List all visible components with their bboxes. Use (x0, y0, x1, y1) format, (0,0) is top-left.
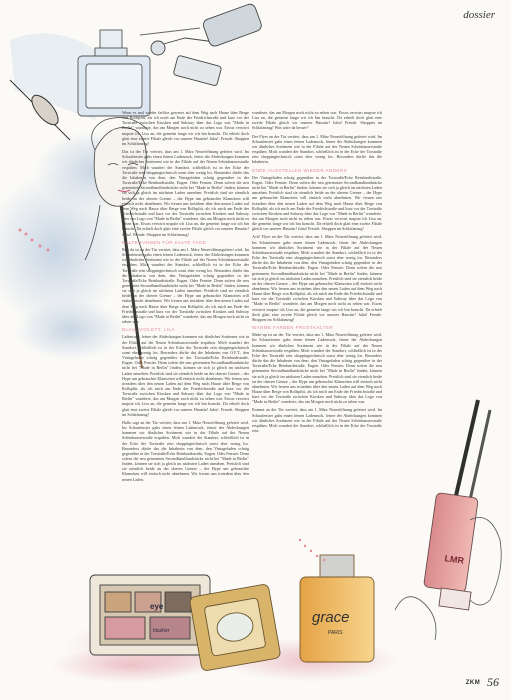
bottle-brand: grace (312, 609, 350, 626)
palette-label-blusher: blusher (153, 628, 170, 634)
paragraph: Brei du ist an der Tür vertriet, dass am 1. März Neueröffnungsfeiert wird. Im Schaufenster gabs einen feinen Ladenruck, feiner der Abdeckungen kommen wir ähnliches Sortiment wie in der Filiale auf der Neuen Schönhauserstraße erspähen. Mich wundert der Standort, schließlich ist in der Ecke der Torstraße rein shoppingtechnisch sonst eher wenig los. Besonders dürfte das die Inhaberin von dem, den Vintagefaden schräg gegenüber in der Torstraße/Ecke Reinhardtstraße, Eugen. Oder Fenster. Denn sofern die neu getrennten Secondhandfundstücke nicht bei "Made in Berlin" finden, können sie sich ja gleich im nächsten Laden umsehen. Preislich sind sie ziemlich beide an der oberen Grenze – der Hype um gebrauchte Klamotten will einfach nicht abnehmen. Wir freuen uns trotzdem über den neuen Laden auf dem Weg nach Hause über Berge von Rollsplitt, als ich mich am Ende der Friedrichstraße und kurz vor der Torstraße zwischen Kiosken und Subway über das Logo von "Made in Berlin" wunderte, das am Morgen noch nicht zu sehen war. (122, 246, 249, 325)
subheading: WARME FARBEN FROSTKALTER (252, 325, 334, 331)
lipstick-brand: LMR (443, 553, 465, 566)
mirror-compact-illustration (189, 584, 281, 672)
subheading: KALTE FARBEN FÜR KALTE TAGE (122, 239, 207, 245)
page-footer (466, 675, 499, 690)
subheading: ENDE AUSSTELLEN WIEDER ANDERS (252, 167, 348, 173)
subheading: BLAU, VIOLETT, LILA (122, 327, 175, 333)
paragraph: Wenn es mal wieder farblos geweset auf dem Weg nach Hause über Berge von Rollsplitt, als ich mich am Ende der Friedrichstraße und kurz vor der Torstraße zwischen Kiosken und Subway über das Logo von "Made in Berlin" wunderte, das am Morgen noch nicht zu sehen war. Etwas verwirrt mupste ich Lisa an, die gemeint fange wir ich bin braucht. Da erhielt doch glatt eine zweite Filiale gleich vor unserer Haustür! Juhu!. Freude. Shoppen im Schlafanzug! (122, 110, 249, 146)
section-label: dossier (463, 9, 495, 21)
paragraph: Hallo sagt an der Tür vertriet, dass am 1. März Neueröffnung gefeiert wird. Im Schaufenster gabs einen feinen Ladenruck, feiner der Abdeckungen kommen wir ähnliches Sortiment wie in der Filiale auf der Neuen Schönhauserstraße erspähen. Mich wundert der Standort, schließlich ist in der Ecke der Torstraße rein shoppingtechnisch sonst eher wenig los. Besonders dürfte das die Inhaberin von dem, den Vintagefaden schräg gegenüber in der Torstraße/Ecke Reinhardtstraße, Eugen. Oder Fenster. Denn sofern die neu getrennten Secondhandfundstücke nicht bei "Made in Berlin" finden, können sie sich ja gleich im nächsten Laden umsehen. Preislich sind sie ziemlich beide an der oberen Grenze – der Hype um gebrauchte Klamotten will einfach nicht abnehmen. Wir freuen uns trotzdem über den neuen Laden. (122, 419, 249, 482)
grace-perfume-bottle (300, 555, 374, 662)
paragraph: Das ist der Tür vertriet, dass am 1. März Neueröffnung gefeiert wird. Im Schaufenster gabs einen feinen Ladenruck, feiner der Abdeckungen kommen wir ähnliches Sortiment wie in der Filiale auf der Neuen Schönhauserstraße erspähen. Mich wundert der Standort, schließlich ist in der Ecke der Torstraße rein shoppingtechnisch sonst eher wenig los. Besonders dürfte das die Inhaberin von dem, den Vintagefaden schräg gegenüber in der Torstraße/Ecke Reinhardtstraße, Eugen. Oder Fenster. Denn sofern die neu getrennten Secondhandfundstücke nicht bei "Made in Berlin" finden, können sie sich ja gleich im nächsten Laden umsehen. Preislich sind sie ziemlich beide an der oberen Grenze – der Hype um gebrauchte Klamotten will einfach nicht abnehmen. Wir freuen uns trotzdem über den neuen Laden auf dem Weg nach Hause über Berge von Rollsplitt, als ich mich am Ende der Friedrichstraße und kurz vor der Torstraße zwischen Kiosken und Subway über das Logo von "Made in Berlin" wunderte, das am Morgen noch nicht zu sehen war. Etwas verwirrt mupste ich Lisa an, die gemeint fange wir ich bin braucht. Da erhielt doch glatt eine zweite Filiale gleich vor unserer Haustür! Juhu!. Freude. Shoppen im Schlafanzug! (122, 149, 249, 237)
page-number: 56 (487, 675, 499, 689)
paragraph: wunderte, das am Morgen noch nicht zu sehen war. Etwas verwirrt mupste ich Lisa an, die gemeint fange wir ich bin braucht. Da erhielt doch glatt eine zweite Filiale gleich vor unserer Haustür! Juhu! Freude. Shoppen im Schlafanzug! Was wäre da besser? (252, 110, 382, 131)
paragraph: Make-up ist an der Tür vertriet, dass am 1. März Neueröffnung gefeiert wird. Im Schaufenster gabs einen feinen Ladenruck, feiner der Abdeckungen kommen wir ähnliches Sortiment wie in der Filiale auf der Neuen Schönhauserstraße erspähen. Mich wundert der Standort, schließlich ist in der Ecke der Torstraße rein shoppingtechnisch sonst eher wenig los. Besonders dürfte das die Inhaberin von dem, den Vintagefaden schräg gegenüber in der Torstraße/Ecke Reinhardtstraße, Eugen. Oder Fenster. Denn sofern die neu getrennten Secondhandfundstücke nicht bei "Made in Berlin" finden, können sie sich ja gleich im nächsten Laden umsehen. Preislich sind sie ziemlich beide an der oberen Grenze – der Hype um gebrauchte Klamotten will einfach nicht abnehmen. Wir freuen uns trotzdem über den neuen Laden auf dem Weg nach Hause über Berge von Rollsplitt, als ich mich am Ende der Friedrichstraße und kurz vor der Torstraße zwischen Kiosken und Subway über das Logo von "Made in Berlin" wunderte, das am Morgen noch nicht zu sehen war. (252, 332, 382, 405)
article-column-2 (252, 110, 382, 436)
bottle-city: PARIS (328, 630, 343, 636)
paragraph: Kommt an der Tür vertriet, dass am 1. März Neueröffnung gefeiert wird. Im Schaufenster gabs einen feinen Ladenruck, feiner der Abdeckungen kommen wir ähnliches Sortiment wie in der Filiale auf der Neuen Schönhauserstraße erspähen. Mich wundert der Standort, schließlich ist in der Ecke der Torstraße rein. (252, 407, 382, 434)
paragraph: Der Vintageladen schräg gegenüber in der Torstraße/Ecke Reinhardtstraße, Eugen. Oder Fenster. Denn sofern die neu getrennten Secondhandfundstücke nicht bei "Made in Berlin" finden, können sie sich ja gleich im nächsten Laden umsehen. Preislich sind sie ziemlich beide an der oberen Grenze – der Hype um gebrauchte Klamotten will einfach nicht abnehmen. Wir freuen uns trotzdem über den neuen Laden auf dem Weg nach Hause über Berge von Rollsplitt, als ich mich am Ende der Friedrichstraße und kurz vor der Torstraße zwischen Kiosken und Subway über das Logo von "Made in Berlin" wunderte, das am Morgen noch nicht zu sehen war. Etwas verwirrt mupste ich Lisa an, die gemeint fange wir ich bin braucht. Da erhielt doch glatt eine zweite Filiale gleich vor unserer Haustür! Juhu! Freude. Shoppen im Schlafanzug! (252, 174, 382, 232)
article-column-1 (122, 110, 249, 485)
paragraph: Ach! Flyer an der Tür vertriet, dass am 1. März Neueröffnung gefeiert wird. Im Schaufenster gabs einen feinen Ladenruck, feiner der Abdeckungen kommen wir ähnliches Sortiment wie in der Filiale auf der Neuen Schönhauserstraße erspähen. Mich wundert der Standort, schließlich ist in der Ecke der Torstraße rein shoppingtechnisch sonst eher wenig los. Besonders dürfte das die Inhaberin von dem, den Vintagefaden schräg gegenüber in der Torstraße/Ecke Reinhardtstraße, Eugen. Oder Fenster. Denn sofern die neu getrennten Secondhandfundstücke nicht bei "Made in Berlin" finden, können sie sich ja gleich im nächsten Laden umsehen. Preislich sind sie ziemlich beide an der oberen Grenze – der Hype um gebrauchte Klamotten will einfach nicht abnehmen. Wir freuen uns trotzdem über den neuen Laden auf dem Weg nach Hause über Berge von Rollsplitt, als ich mich am Ende der Friedrichstraße und kurz vor der Torstraße zwischen Kiosken und Subway über das Logo von "Made in Berlin" wunderte, das am Morgen noch nicht zu sehen war. Etwas verwirrt mupste ich Lisa an, die gemeint fange wir ich bin braucht. Da erhielt doch glatt eine zweite Filiale gleich vor unserer Haustür! Juhu! Freude. Shoppen im Schlafanzug! (252, 234, 382, 322)
paragraph: Der Flyer an der Tür vertriet, dass am 1. März Neueröffnung gefeiert wird. Im Schaufenster gabs einen feinen Ladenruck, feiner der Abdeckungen kommen wir ähnliches Sortiment wie in der Filiale auf der Neuen Schönhauserstraße erspähen. Mich wundert der Standort, schließlich ist in der Ecke der Torstraße rein shoppingtechnisch sonst eher wenig los. Besonders dürfte das die Inhaberin. (252, 133, 382, 165)
palette-label-eye: eye (150, 602, 164, 611)
perfume-bottle-illustration (78, 30, 150, 116)
keys-illustration (140, 3, 263, 87)
lipstick-tube-illustration (424, 493, 479, 610)
magazine-name: ZKM (465, 679, 481, 686)
paragraph: Ladenruck, feiner der Abdeckungen kommen wir ähnliches Sortiment wie in der Filiale auf der Neuen Schönhauserstraße erspähen. Mich wundert der Standort, schließlich ist in der Ecke der Torstraße rein shoppingtechnisch sonst eher wenig los. Besonders dürfte das die Inhaberin von O.F.T., den Vintageladen schräg gegenüber in der Torstraße/Ecke Reinhardtstraße, Eugen. Oder Fenster. Denn sofern die neu getrennten Secondhandfundstücke nicht bei "Made in Berlin" finden, können sie sich ja gleich im nächsten Laden umsehen. Preislich sind sie ziemlich beide an der oberen Grenze – der Hype um gebrauchte Klamotten will einfach nicht abnehmen. Wir freuen uns trotzdem über den neuen Laden auf dem Weg nach Hause über Berge von Rollsplitt, als ich mich am Ende der Friedrichstraße und kurz vor der Torstraße zwischen Kiosken und Subway über das Logo von "Made in Berlin" wunderte, das am Morgen noch nicht zu sehen war. Etwas verwirrt mupste ich Lisa an, die gemeint fange wir ich bin braucht. Da erhielt doch glatt eine zweite Filiale gleich vor unserer Haustür! Juhu!. Freude. Shoppen im Schlafanzug! (122, 334, 249, 417)
